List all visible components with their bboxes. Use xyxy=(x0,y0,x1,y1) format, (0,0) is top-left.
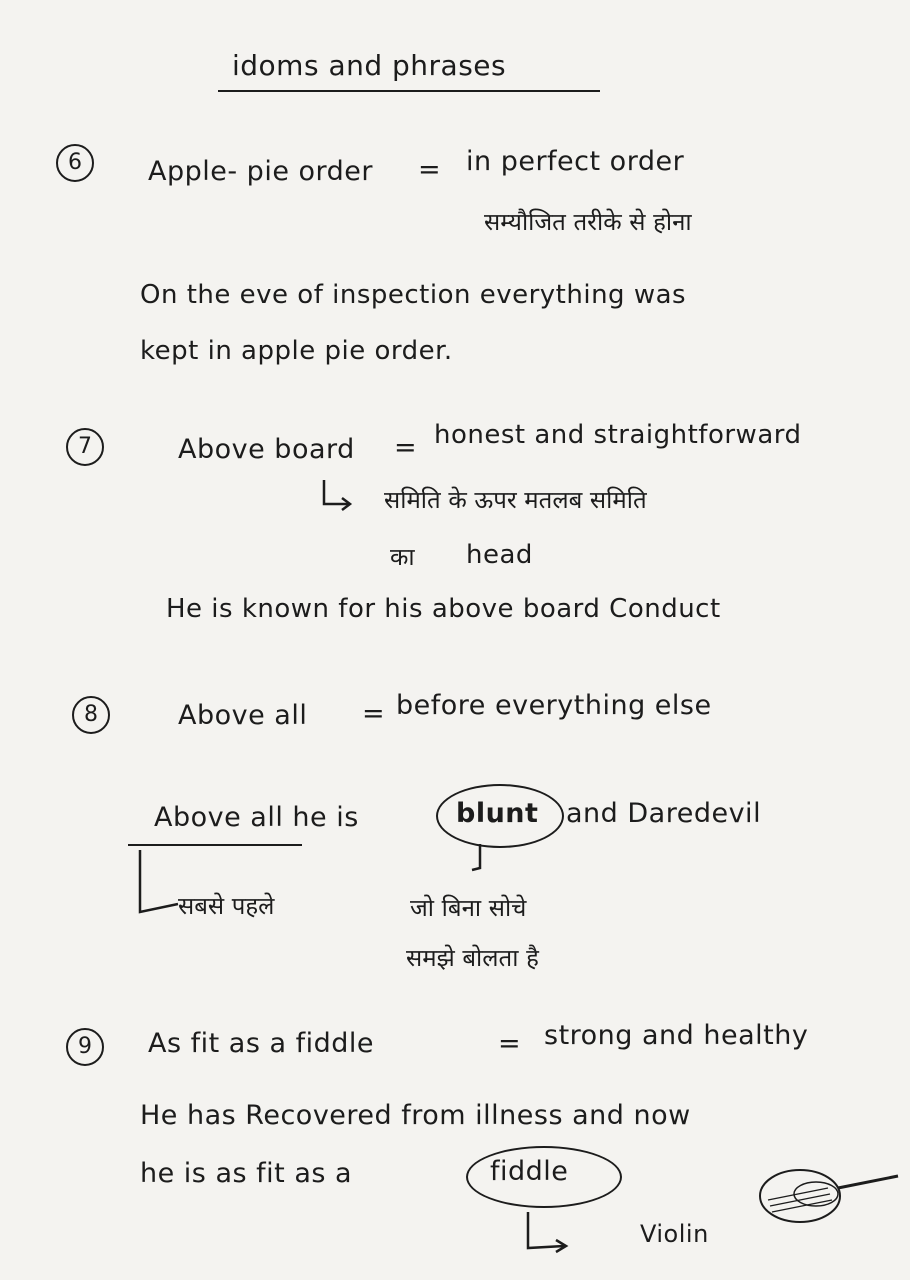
entry-7-hindi-line1: समिति के ऊपर मतलब समिति xyxy=(384,486,647,514)
entry-9-equals: = xyxy=(498,1028,522,1059)
entry-9-meaning: strong and healthy xyxy=(544,1020,809,1051)
entry-7-hindi-line2b: head xyxy=(466,540,533,570)
entry-7-phrase: Above board xyxy=(178,434,355,465)
entry-9-example-circled: fiddle xyxy=(490,1156,569,1187)
down-arrow-icon xyxy=(466,842,496,876)
entry-9-phrase: As fit as a fiddle xyxy=(148,1028,375,1059)
entry-number-8: 8 xyxy=(72,696,110,734)
entry-9-example-line1: He has Recovered from illness and now xyxy=(140,1100,691,1131)
entry-number-6: 6 xyxy=(56,144,94,182)
entry-8-meaning: before everything else xyxy=(396,690,712,721)
entry-6-meaning: in perfect order xyxy=(466,146,685,177)
entry-8-example-pre: Above all he is xyxy=(154,802,359,833)
entry-7-meaning: honest and straightforward xyxy=(434,420,802,450)
entry-9-example-line2-pre: he is as fit as a xyxy=(140,1158,353,1189)
page-title: idoms and phrases xyxy=(232,49,507,82)
entry-8-example-post: and Daredevil xyxy=(566,798,762,829)
entry-6-example-line2: kept in apple pie order. xyxy=(140,336,453,366)
entry-8-equals: = xyxy=(362,698,386,729)
entry-6-phrase: Apple- pie order xyxy=(148,156,374,187)
entry-7-equals: = xyxy=(394,432,418,463)
entry-7-example: He is known for his above board Conduct xyxy=(166,594,721,624)
entry-6-example-line1: On the eve of inspection everything was xyxy=(140,280,687,310)
entry-8-phrase: Above all xyxy=(178,700,308,731)
entry-9-note: Violin xyxy=(640,1220,709,1248)
entry-8-hindi-left: सबसे पहले xyxy=(178,892,275,920)
entry-6-hindi: सम्यौजित तरीके से होना xyxy=(484,208,692,236)
entry-8-example-circled: blunt xyxy=(456,798,539,829)
arrow-icon xyxy=(318,478,358,514)
entry-number-9: 9 xyxy=(66,1028,104,1066)
entry-7-hindi-line2a: का xyxy=(390,543,415,571)
entry-8-hindi-right-line2: समझे बोलता है xyxy=(406,944,539,972)
entry-number-7: 7 xyxy=(66,428,104,466)
entry-6-equals: = xyxy=(418,154,442,185)
entry-8-hindi-right-line1: जो बिना सोचे xyxy=(410,894,527,922)
title-underline xyxy=(218,90,600,92)
hook-arrow-icon xyxy=(520,1208,580,1258)
violin-icon xyxy=(748,1160,908,1240)
